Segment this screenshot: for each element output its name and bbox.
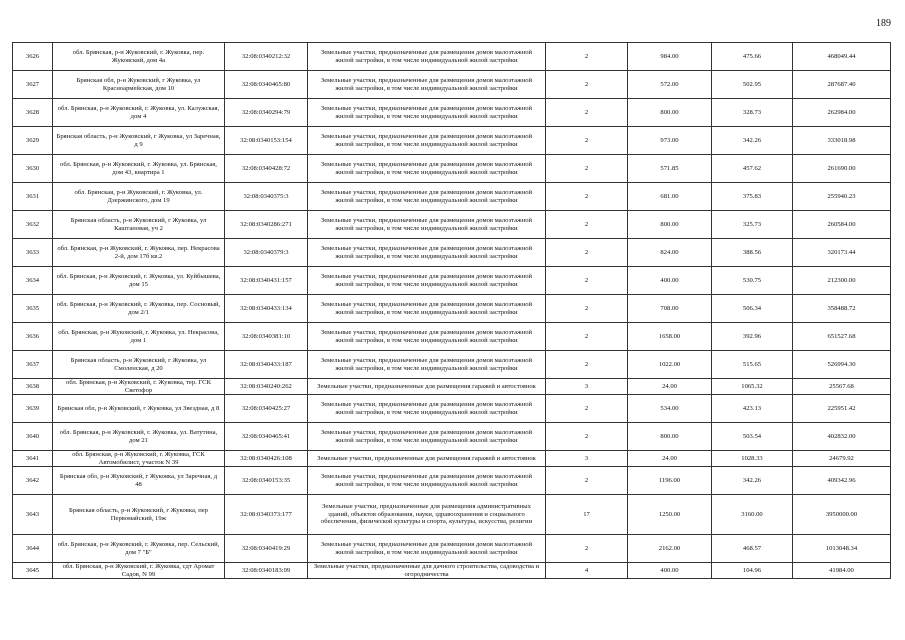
specific-value-cell: 1028.33 bbox=[712, 451, 793, 467]
group-cell: 2 bbox=[546, 155, 628, 183]
cadastral-number-cell: 32:08:0340431:157 bbox=[225, 267, 308, 295]
land-use-cell: Земельные участки, предназначенные для размещения домов малоэтажной жилой застройки, в том числе индивидуальной жилой застройки bbox=[308, 351, 546, 379]
row-number-cell: 3642 bbox=[13, 467, 53, 495]
specific-value-cell: 1065.32 bbox=[712, 379, 793, 395]
area-cell: 1250.00 bbox=[628, 495, 712, 535]
row-number-cell: 3639 bbox=[13, 395, 53, 423]
address-cell: обл. Брянская, р-н Жуковский, г. Жуковка, ул. Некрасова, дом 1 bbox=[53, 323, 225, 351]
row-number-cell: 3632 bbox=[13, 211, 53, 239]
cadastral-number-cell: 32:08:0340153:154 bbox=[225, 127, 308, 155]
table-row bbox=[13, 99, 891, 127]
specific-value-cell: 325.73 bbox=[712, 211, 793, 239]
address-cell: обл. Брянская, р-н Жуковский, г. Жуковка, ул. Ватутина, дом 21 bbox=[53, 423, 225, 451]
table-row bbox=[13, 495, 891, 535]
land-use-cell: Земельные участки, предназначенные для размещения домов малоэтажной жилой застройки, в том числе индивидуальной жилой застройки bbox=[308, 423, 546, 451]
row-number-cell: 3626 bbox=[13, 43, 53, 71]
table-row bbox=[13, 295, 891, 323]
row-number-cell: 3637 bbox=[13, 351, 53, 379]
cadastral-number-cell: 32:08:0340381:10 bbox=[225, 323, 308, 351]
area-cell: 1196.00 bbox=[628, 467, 712, 495]
address-cell: обл. Брянская, р-н Жуковский, г. Жуковка, сдт Аромат Садов, N 99 bbox=[53, 563, 225, 579]
table-body bbox=[13, 43, 891, 579]
cadastral-number-cell: 32:08:0340240:262 bbox=[225, 379, 308, 395]
cadastral-number-cell: 32:08:0340426:108 bbox=[225, 451, 308, 467]
specific-value-cell: 503.54 bbox=[712, 423, 793, 451]
row-number-cell: 3633 bbox=[13, 239, 53, 267]
table-row bbox=[13, 451, 891, 467]
cadastral-number-cell: 32:08:0340153:35 bbox=[225, 467, 308, 495]
row-number-cell: 3636 bbox=[13, 323, 53, 351]
group-cell: 2 bbox=[546, 99, 628, 127]
cadastral-number-cell: 32:08:0340419:29 bbox=[225, 535, 308, 563]
area-cell: 800.00 bbox=[628, 211, 712, 239]
cadastral-number-cell: 32:08:0340183:99 bbox=[225, 563, 308, 579]
area-cell: 2162.00 bbox=[628, 535, 712, 563]
table-row bbox=[13, 71, 891, 99]
group-cell: 2 bbox=[546, 423, 628, 451]
specific-value-cell: 530.75 bbox=[712, 267, 793, 295]
cadastral-value-cell: 25567.68 bbox=[793, 379, 891, 395]
table-row bbox=[13, 239, 891, 267]
specific-value-cell: 502.95 bbox=[712, 71, 793, 99]
cadastral-value-cell: 260584.00 bbox=[793, 211, 891, 239]
cadastral-value-cell: 651527.68 bbox=[793, 323, 891, 351]
row-number-cell: 3627 bbox=[13, 71, 53, 99]
area-cell: 534.00 bbox=[628, 395, 712, 423]
address-cell: обл. Брянская, р-н Жуковский, г. Жуковка, ул. Брянская, дом 43, квартира 1 bbox=[53, 155, 225, 183]
cadastral-number-cell: 32:08:0340286:271 bbox=[225, 211, 308, 239]
address-cell: Брянская обл, р-н Жуковский, г Жуковка, ул Красноармейская, дом 10 bbox=[53, 71, 225, 99]
group-cell: 2 bbox=[546, 267, 628, 295]
row-number-cell: 3645 bbox=[13, 563, 53, 579]
table-row bbox=[13, 323, 891, 351]
cadastral-value-cell: 287687.40 bbox=[793, 71, 891, 99]
cadastral-number-cell: 32:08:0340373:177 bbox=[225, 495, 308, 535]
row-number-cell: 3640 bbox=[13, 423, 53, 451]
row-number-cell: 3629 bbox=[13, 127, 53, 155]
area-cell: 400.00 bbox=[628, 563, 712, 579]
table-row bbox=[13, 43, 891, 71]
cadastral-value-cell: 261690.00 bbox=[793, 155, 891, 183]
page-number: 189 bbox=[876, 18, 891, 29]
cadastral-number-cell: 32:08:0340433:134 bbox=[225, 295, 308, 323]
table-row bbox=[13, 155, 891, 183]
table-row bbox=[13, 267, 891, 295]
land-use-cell: Земельные участки, предназначенные для размещения домов малоэтажной жилой застройки, в том числе индивидуальной жилой застройки bbox=[308, 99, 546, 127]
table-row bbox=[13, 535, 891, 563]
cadastral-value-cell: 41984.00 bbox=[793, 563, 891, 579]
cadastral-number-cell: 32:08:0340294:79 bbox=[225, 99, 308, 127]
address-cell: Брянская область, р-н Жуковский, г Жуковка, ул Смоленская, д 20 bbox=[53, 351, 225, 379]
address-cell: обл. Брянская, р-н Жуковский, г. Жуковка, пер. Сельский, дом 7 "Б" bbox=[53, 535, 225, 563]
address-cell: Брянская область, р-н Жуковский, г Жуковка, ул Заречная, д 9 bbox=[53, 127, 225, 155]
address-cell: Брянская обл, р-н Жуковский, г Жуковка, ул Заречная, д 48 bbox=[53, 467, 225, 495]
group-cell: 2 bbox=[546, 239, 628, 267]
cadastral-value-cell: 255940.23 bbox=[793, 183, 891, 211]
land-use-cell: Земельные участки, предназначенные для размещения домов малоэтажной жилой застройки, в том числе индивидуальной жилой застройки bbox=[308, 323, 546, 351]
land-use-cell: Земельные участки, предназначенные для размещения домов малоэтажной жилой застройки, в том числе индивидуальной жилой застройки bbox=[308, 295, 546, 323]
land-use-cell: Земельные участки, предназначенные для размещения домов малоэтажной жилой застройки, в том числе индивидуальной жилой застройки bbox=[308, 43, 546, 71]
row-number-cell: 3628 bbox=[13, 99, 53, 127]
table-row bbox=[13, 351, 891, 379]
cadastral-number-cell: 32:08:0340465:41 bbox=[225, 423, 308, 451]
area-cell: 1022.00 bbox=[628, 351, 712, 379]
address-cell: обл. Брянская, р-н Жуковский, г. Жуковка, ул. Дзержинского, дом 19 bbox=[53, 183, 225, 211]
land-use-cell: Земельные участки, предназначенные для размещения домов малоэтажной жилой застройки, в том числе индивидуальной жилой застройки bbox=[308, 239, 546, 267]
area-cell: 681.00 bbox=[628, 183, 712, 211]
table-row bbox=[13, 395, 891, 423]
address-cell: обл. Брянская, р-н Жуковский, г. Жуковка, ул. Калужская, дом 4 bbox=[53, 99, 225, 127]
row-number-cell: 3634 bbox=[13, 267, 53, 295]
specific-value-cell: 328.73 bbox=[712, 99, 793, 127]
specific-value-cell: 342.26 bbox=[712, 127, 793, 155]
group-cell: 2 bbox=[546, 211, 628, 239]
area-cell: 800.00 bbox=[628, 423, 712, 451]
table-row bbox=[13, 563, 891, 579]
cadastral-value-cell: 409342.96 bbox=[793, 467, 891, 495]
address-cell: обл. Брянская, р-н Жуковский, г. Жуковка, тер. ГСК Светофор bbox=[53, 379, 225, 395]
area-cell: 824.00 bbox=[628, 239, 712, 267]
table-row bbox=[13, 211, 891, 239]
cadastral-number-cell: 32:08:0340428:72 bbox=[225, 155, 308, 183]
area-cell: 571.85 bbox=[628, 155, 712, 183]
cadastral-number-cell: 32:08:0340212:32 bbox=[225, 43, 308, 71]
row-number-cell: 3641 bbox=[13, 451, 53, 467]
address-cell: Брянская область, р-н Жуковский, г Жуковка, ул Каштановая, уч 2 bbox=[53, 211, 225, 239]
cadastral-number-cell: 32:08:0340425:27 bbox=[225, 395, 308, 423]
row-number-cell: 3630 bbox=[13, 155, 53, 183]
land-use-cell: Земельные участки, предназначенные для размещения домов малоэтажной жилой застройки, в том числе индивидуальной жилой застройки bbox=[308, 127, 546, 155]
specific-value-cell: 104.96 bbox=[712, 563, 793, 579]
address-cell: обл. Брянская, р-н Жуковский, г. Жуковка, ГСК Автомобилист, участок N 39 bbox=[53, 451, 225, 467]
land-use-cell: Земельные участки, предназначенные для размещения домов малоэтажной жилой застройки, в том числе индивидуальной жилой застройки bbox=[308, 267, 546, 295]
area-cell: 984.00 bbox=[628, 43, 712, 71]
group-cell: 2 bbox=[546, 351, 628, 379]
cadastral-value-cell: 320173.44 bbox=[793, 239, 891, 267]
group-cell: 2 bbox=[546, 535, 628, 563]
cadastral-number-cell: 32:08:0340433:187 bbox=[225, 351, 308, 379]
area-cell: 973.00 bbox=[628, 127, 712, 155]
row-number-cell: 3635 bbox=[13, 295, 53, 323]
address-cell: обл. Брянская, р-н Жуковский, г. Жуковка, пер. Сосновый, дом 2/1 bbox=[53, 295, 225, 323]
table-row bbox=[13, 467, 891, 495]
cadastral-value-cell: 526994.30 bbox=[793, 351, 891, 379]
land-use-cell: Земельные участки, предназначенные для размещения домов малоэтажной жилой застройки, в том числе индивидуальной жилой застройки bbox=[308, 71, 546, 99]
table-row bbox=[13, 183, 891, 211]
address-cell: обл. Брянская, р-н Жуковский, г. Жуковка, пер. Некрасова 2-й, дом 17б кв.2 bbox=[53, 239, 225, 267]
land-use-cell: Земельные участки, предназначенные для размещения гаражей и автостоянок bbox=[308, 451, 546, 467]
land-use-cell: Земельные участки, предназначенные для размещения гаражей и автостоянок bbox=[308, 379, 546, 395]
specific-value-cell: 375.83 bbox=[712, 183, 793, 211]
cadastral-value-cell: 402832.00 bbox=[793, 423, 891, 451]
cadastral-value-cell: 468049.44 bbox=[793, 43, 891, 71]
address-cell: Брянская обл, р-н Жуковский, г Жуковка, ул Звездная, д 8 bbox=[53, 395, 225, 423]
specific-value-cell: 457.62 bbox=[712, 155, 793, 183]
group-cell: 2 bbox=[546, 43, 628, 71]
specific-value-cell: 515.65 bbox=[712, 351, 793, 379]
cadastral-value-cell: 225951.42 bbox=[793, 395, 891, 423]
cadastral-number-cell: 32:08:0340375:3 bbox=[225, 183, 308, 211]
group-cell: 2 bbox=[546, 127, 628, 155]
row-number-cell: 3631 bbox=[13, 183, 53, 211]
specific-value-cell: 468.57 bbox=[712, 535, 793, 563]
land-use-cell: Земельные участки, предназначенные для размещения домов малоэтажной жилой застройки, в том числе индивидуальной жилой застройки bbox=[308, 467, 546, 495]
area-cell: 800.00 bbox=[628, 99, 712, 127]
cadastral-value-cell: 358488.72 bbox=[793, 295, 891, 323]
cadastral-value-table bbox=[12, 42, 891, 579]
land-use-cell: Земельные участки, предназначенные для размещения домов малоэтажной жилой застройки, в том числе индивидуальной жилой застройки bbox=[308, 395, 546, 423]
specific-value-cell: 475.66 bbox=[712, 43, 793, 71]
group-cell: 3 bbox=[546, 451, 628, 467]
specific-value-cell: 423.13 bbox=[712, 395, 793, 423]
table-row bbox=[13, 423, 891, 451]
land-use-cell: Земельные участки, предназначенные для размещения административных зданий, объектов образования, науки, здравоохранения и социального обеспечения, физической культуры и спорта, культуры, искусства, религии bbox=[308, 495, 546, 535]
cadastral-value-cell: 24679.92 bbox=[793, 451, 891, 467]
area-cell: 400.00 bbox=[628, 267, 712, 295]
specific-value-cell: 388.56 bbox=[712, 239, 793, 267]
cadastral-value-cell: 333018.98 bbox=[793, 127, 891, 155]
group-cell: 4 bbox=[546, 563, 628, 579]
address-cell: Брянская область, р-н Жуковский, г Жуковка, пер Первомайский, 19ж bbox=[53, 495, 225, 535]
cadastral-number-cell: 32:08:0340379:3 bbox=[225, 239, 308, 267]
area-cell: 24.00 bbox=[628, 379, 712, 395]
specific-value-cell: 342.26 bbox=[712, 467, 793, 495]
cadastral-value-cell: 1013048.34 bbox=[793, 535, 891, 563]
area-cell: 24.00 bbox=[628, 451, 712, 467]
cadastral-value-cell: 3950000.00 bbox=[793, 495, 891, 535]
specific-value-cell: 392.96 bbox=[712, 323, 793, 351]
row-number-cell: 3638 bbox=[13, 379, 53, 395]
address-cell: обл. Брянская, р-н Жуковский, г. Жуковка, пер. Жуковский, дом 4а bbox=[53, 43, 225, 71]
group-cell: 2 bbox=[546, 183, 628, 211]
table-row bbox=[13, 379, 891, 395]
group-cell: 2 bbox=[546, 71, 628, 99]
table-row bbox=[13, 127, 891, 155]
group-cell: 2 bbox=[546, 323, 628, 351]
land-use-cell: Земельные участки, предназначенные для размещения домов малоэтажной жилой застройки, в том числе индивидуальной жилой застройки bbox=[308, 183, 546, 211]
land-use-cell: Земельные участки, предназначенные для дачного строительства, садоводства и огородничества bbox=[308, 563, 546, 579]
row-number-cell: 3643 bbox=[13, 495, 53, 535]
group-cell: 2 bbox=[546, 395, 628, 423]
address-cell: обл. Брянская, р-н Жуковский, г. Жуковка, ул. Куйбышева, дом 15 bbox=[53, 267, 225, 295]
row-number-cell: 3644 bbox=[13, 535, 53, 563]
area-cell: 708.00 bbox=[628, 295, 712, 323]
cadastral-value-cell: 262984.00 bbox=[793, 99, 891, 127]
area-cell: 1658.00 bbox=[628, 323, 712, 351]
group-cell: 17 bbox=[546, 495, 628, 535]
area-cell: 572.00 bbox=[628, 71, 712, 99]
group-cell: 2 bbox=[546, 295, 628, 323]
cadastral-value-cell: 212300.00 bbox=[793, 267, 891, 295]
specific-value-cell: 506.34 bbox=[712, 295, 793, 323]
land-use-cell: Земельные участки, предназначенные для размещения домов малоэтажной жилой застройки, в том числе индивидуальной жилой застройки bbox=[308, 211, 546, 239]
specific-value-cell: 3160.00 bbox=[712, 495, 793, 535]
cadastral-number-cell: 32:08:0340465:80 bbox=[225, 71, 308, 99]
land-use-cell: Земельные участки, предназначенные для размещения домов малоэтажной жилой застройки, в том числе индивидуальной жилой застройки bbox=[308, 155, 546, 183]
group-cell: 2 bbox=[546, 467, 628, 495]
group-cell: 3 bbox=[546, 379, 628, 395]
land-use-cell: Земельные участки, предназначенные для размещения домов малоэтажной жилой застройки, в том числе индивидуальной жилой застройки bbox=[308, 535, 546, 563]
